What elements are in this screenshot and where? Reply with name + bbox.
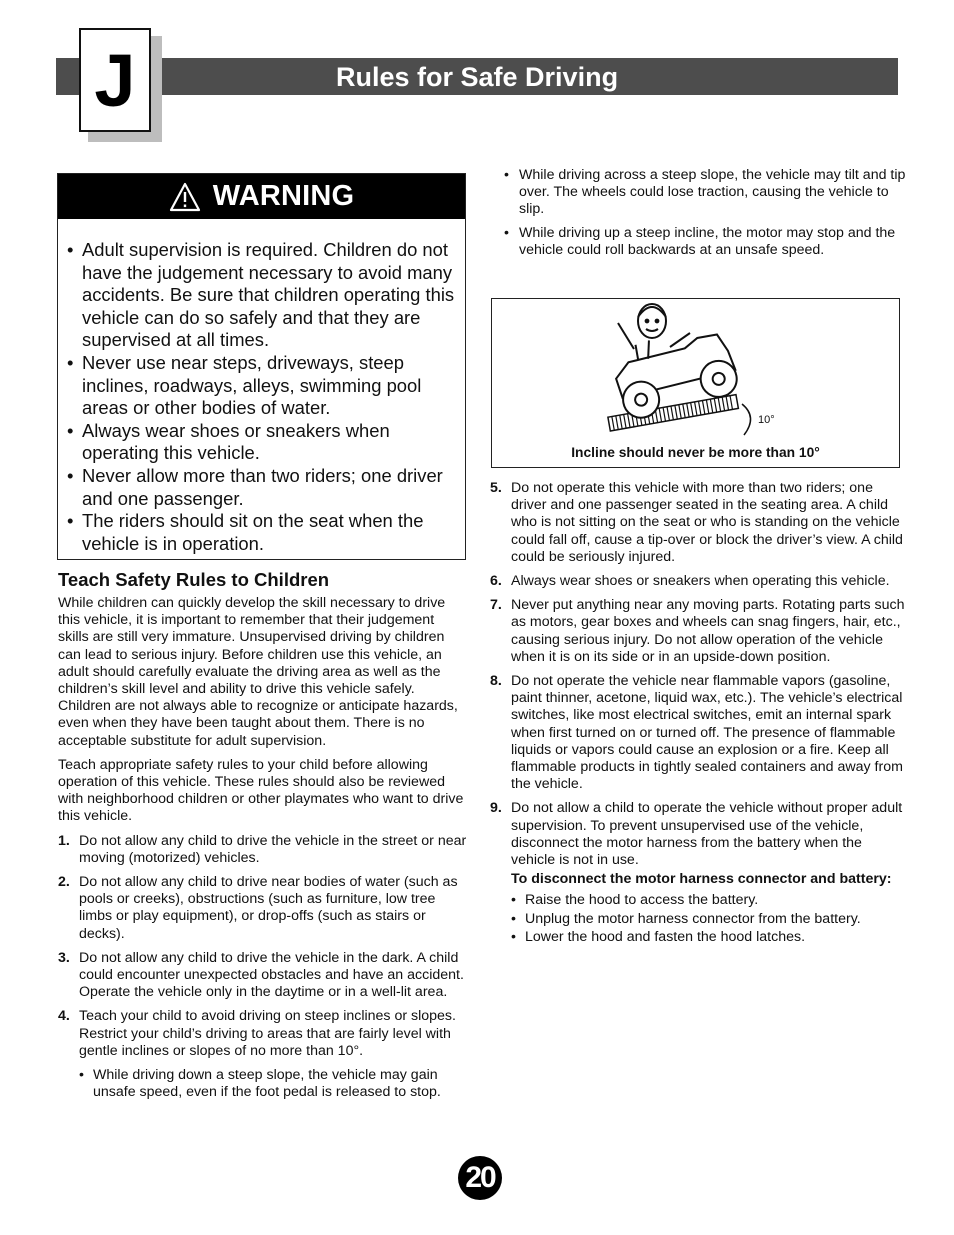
rule-item [58,874,468,943]
angle-label: 10° [758,414,775,426]
rule4-bullets-continued [504,167,910,259]
figure-caption: Incline should never be more than 10° [571,445,820,460]
rule-text: Teach your child to avoid driving on steep inclines or slopes. Restrict your child’s driving to areas that are fairly level with gentle inclines or slopes of no more than 10°. [79,1008,456,1059]
warning-bullet: • Always wear shoes or sneakers when operating this vehicle. [67,420,457,465]
rule4-bullet: • While driving down a steep slope, the vehicle may gain unsafe speed, even if the foot pedal is released to stop. [79,1067,468,1101]
warning-bullet: • The riders should sit on the seat when the vehicle is in operation. [67,510,457,555]
right-column-top [490,167,910,265]
rule-text: Do not allow any child to drive the vehicle in the street or near moving (motorized) vehicles. [79,832,467,866]
rule-text: Do not allow any child to drive the vehicle in the dark. A child could encounter unexpected obstacles and have an accident. Operate the vehicle only in the daytime or in a well-lit area. [79,949,464,1001]
rule-number: 5. [490,480,502,496]
teach-paragraph: Teach appropriate safety rules to your child before allowing operation of this vehicle. These rules should also be reviewed with neighborhood children or other playmates who want to drive this vehicle. [58,756,464,825]
left-column [58,595,468,1107]
rule-item [58,950,468,1002]
rule-item [490,480,910,566]
child-driver [618,304,690,349]
rule-item [490,673,910,793]
rule4-bullets [79,1067,468,1101]
angle-arc [742,404,751,435]
rule-text: Do not operate this vehicle with more than two riders; one driver and one passenger seated in the seating area. A child who is not sitting on the seat or who is standing on the vehicle could fall off, cause a tip-over or block the driver’s view. A child could be seriously injured. [511,480,903,565]
disconnect-heading: To disconnect the motor harness connector and battery: [511,871,892,888]
section-letter: J [79,28,151,132]
disconnect-step: • Raise the hood to access the battery. [511,892,910,909]
rule-text: Always wear shoes or sneakers when operating this vehicle. [511,573,890,590]
rule-item [490,800,910,869]
rule-item [58,833,468,867]
rule-number: 6. [490,573,502,590]
warning-box [57,173,466,560]
warning-triangle-icon [169,182,201,212]
warning-list [58,219,465,555]
disconnect-step: • Lower the hood and fasten the hood latches. [511,929,910,946]
rule-text: Do not operate the vehicle near flammable vapors (gasoline, paint thinner, acetone, liquid wax, etc.). The vehicle’s electrical switches, like most electrical switches, emit an internal spark when first turned on or turned off. The presence of flammable liquids or vapors could cause an explosion or a fire. Keep all flammable products in tightly sealed containers and away from the vehicle. [511,673,903,793]
ride-on-vehicle-illustration [492,299,899,444]
rule-text: Do not allow a child to operate the vehicle without proper adult supervision. To prevent unsupervised use of the vehicle, disconnect the motor harness from the battery when the vehicle is not in use. [511,800,903,869]
rule-item [58,1008,468,1060]
teach-heading: Teach Safety Rules to Children [58,569,330,590]
rule-number: 7. [490,597,502,614]
warning-header [58,174,465,219]
right-column-rules [490,480,910,947]
rule-text: Never put anything near any moving parts. Rotating parts such as motors, gear boxes and wheels can snag fingers, hair, etc., causing serious injury. Do not allow operation of the vehicle when it is on its side or in an upside-down position. [511,597,905,665]
rule-number: 8. [490,673,502,690]
disconnect-steps [511,892,910,946]
rule-number: 2. [58,874,70,891]
rule4-bullet: • While driving up a steep incline, the motor may stop and the vehicle could roll backwards at an unsafe speed. [504,225,910,259]
page-number: 20 [458,1156,502,1200]
rule-number: 4. [58,1008,70,1025]
rule-item [490,597,910,666]
warning-bullet: • Never allow more than two riders; one driver and one passenger. [67,465,457,510]
rule-number: 9. [490,800,502,817]
warning-bullet: • Adult supervision is required. Children do not have the judgement necessary to avoid many accidents. Be sure that children operating this vehicle can do so safely and that they are supervised at all times. [67,239,457,352]
rule4-bullet: • While driving across a steep slope, the vehicle may tilt and tip over. The wheels could lose traction, causing the vehicle to slip. [504,167,910,219]
disconnect-step: • Unplug the motor harness connector from the battery. [511,911,910,928]
rule-text: Do not allow any child to drive near bodies of water (such as pools or creeks), obstructions (such as furniture, low tree limbs or play equipment), or drop-offs (such as stairs or decks). [79,874,458,942]
rule-number: 1. [58,832,70,849]
rule-number: 3. [58,949,70,966]
warning-bullet: • Never use near steps, driveways, steep inclines, roadways, alleys, swimming pool areas or other bodies of water. [67,352,457,420]
warning-title: WARNING [212,180,355,212]
incline-figure [491,298,900,468]
page-title: Rules for Safe Driving [336,62,619,92]
rule-item [490,573,910,590]
teach-paragraph: While children can quickly develop the skill necessary to drive this vehicle, it is important to remember that their judgement skills are still very immature. Unsupervised driving by children can lead to serious injury. Before children use this vehicle, an adult should carefully evaluate the driving area as well as the children’s skill level and ability to drive this vehicle safely. Children are not always able to recognize or anticipate hazards, even when they have been taught about them. There is no acceptable substitute for adult supervision. [58,595,458,749]
